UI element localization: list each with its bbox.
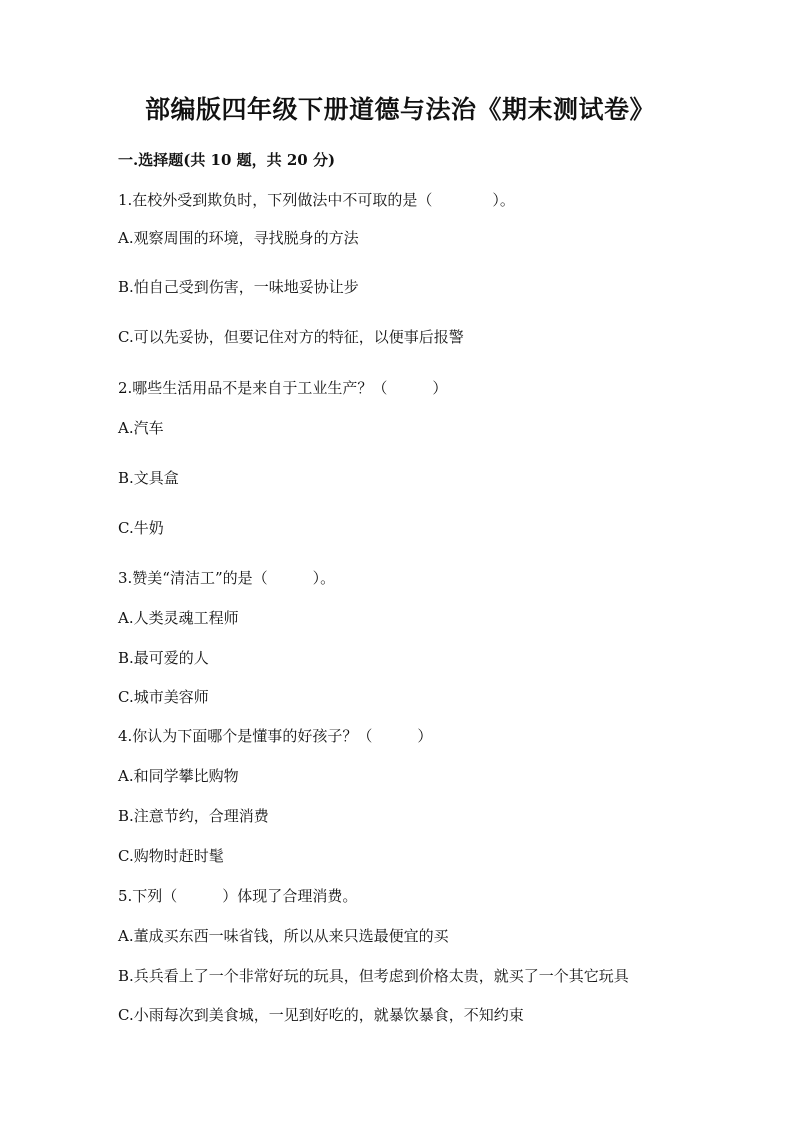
question-2-option-b: B.文具盒 [118, 469, 179, 487]
question-4-stem: 4.你认为下面哪个是懂事的好孩子？（ ） [118, 727, 433, 745]
question-5-option-a: A.董成买东西一味省钱，所以从来只选最便宜的买 [118, 927, 449, 945]
question-1-option-b: B.怕自己受到伤害，一味地妥协让步 [118, 278, 359, 296]
question-3-option-c: C.城市美容师 [118, 688, 209, 706]
question-4-option-b: B.注意节约，合理消费 [118, 807, 269, 825]
question-4-option-a: A.和同学攀比购物 [118, 767, 239, 785]
page-title: 部编版四年级下册道德与法治《期末测试卷》 [144, 95, 655, 124]
question-1-stem: 1.在校外受到欺负时，下列做法中不可取的是（ ）。 [118, 191, 515, 209]
question-2-option-c: C.牛奶 [118, 519, 164, 537]
question-1-option-a: A.观察周围的环境，寻找脱身的方法 [118, 229, 359, 247]
question-5-option-c: C.小雨每次到美食城，一见到好吃的，就暴饮暴食，不知约束 [118, 1006, 524, 1024]
question-3-stem: 3.赞美“清洁工”的是（ ）。 [118, 569, 336, 587]
question-4-option-c: C.购物时赶时髦 [118, 847, 224, 865]
question-3-option-a: A.人类灵魂工程师 [118, 609, 239, 627]
question-5-stem: 5.下列（ ）体现了合理消费。 [118, 887, 358, 905]
question-1-option-c: C.可以先妥协，但要记住对方的特征，以便事后报警 [118, 328, 464, 346]
question-2-stem: 2.哪些生活用品不是来自于工业生产？（ ） [118, 379, 448, 397]
question-3-option-b: B.最可爱的人 [118, 649, 209, 667]
question-5-option-b: B.兵兵看上了一个非常好玩的玩具，但考虑到价格太贵，就买了一个其它玩具 [118, 967, 629, 985]
question-2-option-a: A.汽车 [118, 419, 164, 437]
section-heading: 一.选择题(共 10 题，共 20 分) [118, 151, 336, 169]
